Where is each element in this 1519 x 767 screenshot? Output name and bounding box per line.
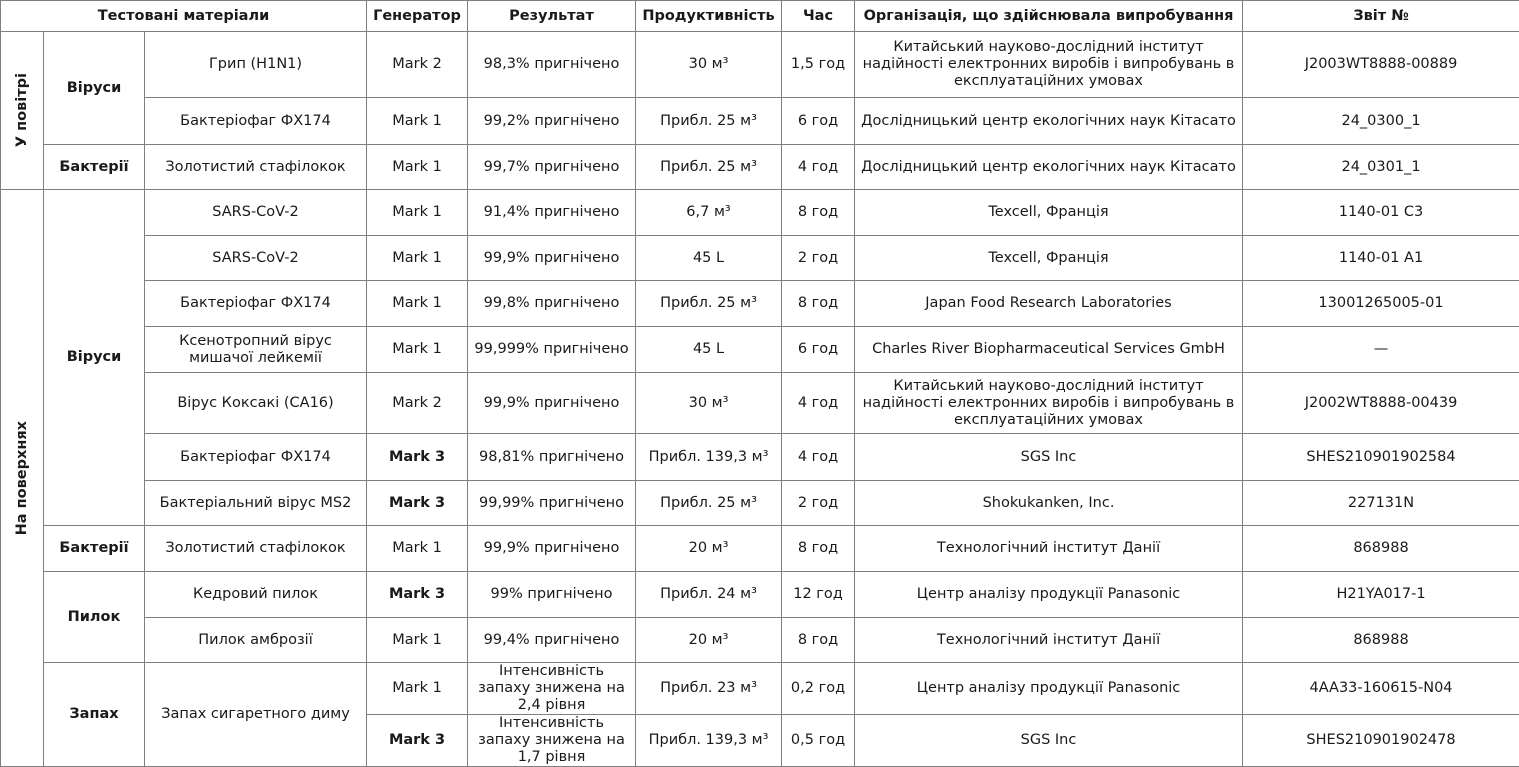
report-cell: J2002WT8888-00439 <box>1243 373 1519 434</box>
material-cell: SARS-CoV-2 <box>145 236 367 281</box>
result-cell: Інтенсивність запаху знижена на 2,4 рівня <box>468 663 636 715</box>
time-cell: 2 год <box>782 236 855 281</box>
header-row <box>1 1 1519 32</box>
time-cell: 2 год <box>782 481 855 526</box>
report-cell: — <box>1243 327 1519 373</box>
header-organization: Організація, що здійснювала випробування <box>855 1 1243 32</box>
organization-cell: Charles River Biopharmaceutical Services GmbH <box>855 327 1243 373</box>
category-air-bacteria: Бактерії <box>44 145 145 190</box>
result-cell: 99% пригнічено <box>468 572 636 618</box>
result-cell: 99,4% пригнічено <box>468 618 636 663</box>
time-cell: 6 год <box>782 98 855 145</box>
material-cell: Бактеріальний вірус MS2 <box>145 481 367 526</box>
productivity-cell: Прибл. 25 м³ <box>636 145 782 190</box>
productivity-cell: 45 L <box>636 327 782 373</box>
result-cell: 99,9% пригнічено <box>468 236 636 281</box>
material-cell: Вірус Коксакі (CA16) <box>145 373 367 434</box>
organization-cell: Дослідницький центр екологічних наук Кітасато <box>855 98 1243 145</box>
organization-cell: Китайський науково-дослідний інститут надійності електронних виробів і випробувань в експлуатаційних умовах <box>855 373 1243 434</box>
generator-cell: Mark 1 <box>367 526 468 572</box>
table-row <box>1 190 1519 236</box>
table-row <box>1 434 1519 481</box>
table-row <box>1 327 1519 373</box>
generator-cell: Mark 3 <box>367 572 468 618</box>
productivity-cell: Прибл. 139,3 м³ <box>636 715 782 767</box>
material-cell: Бактеріофаг ФХ174 <box>145 281 367 327</box>
time-cell: 12 год <box>782 572 855 618</box>
report-cell: 24_0300_1 <box>1243 98 1519 145</box>
table-row <box>1 373 1519 434</box>
header-generator: Генератор <box>367 1 468 32</box>
time-cell: 0,5 год <box>782 715 855 767</box>
report-cell: 4AA33-160615-N04 <box>1243 663 1519 715</box>
material-cell: Золотистий стафілокок <box>145 145 367 190</box>
table-row <box>1 618 1519 663</box>
category-surface-bacteria: Бактерії <box>44 526 145 572</box>
time-cell: 8 год <box>782 281 855 327</box>
report-cell: 1140-01 A1 <box>1243 236 1519 281</box>
header-time: Час <box>782 1 855 32</box>
result-cell: 99,2% пригнічено <box>468 98 636 145</box>
section-surface <box>1 190 44 767</box>
organization-cell: Texcell, Франція <box>855 190 1243 236</box>
generator-cell: Mark 3 <box>367 715 468 767</box>
report-cell: 868988 <box>1243 618 1519 663</box>
productivity-cell: Прибл. 23 м³ <box>636 663 782 715</box>
table-row <box>1 572 1519 618</box>
time-cell: 6 год <box>782 327 855 373</box>
result-cell: 91,4% пригнічено <box>468 190 636 236</box>
organization-cell: Shokukanken, Inc. <box>855 481 1243 526</box>
category-pollen: Пилок <box>44 572 145 663</box>
organization-cell: Центр аналізу продукції Panasonic <box>855 663 1243 715</box>
header-productivity: Продуктивність <box>636 1 782 32</box>
productivity-cell: Прибл. 25 м³ <box>636 281 782 327</box>
table-row <box>1 663 1519 715</box>
generator-cell: Mark 1 <box>367 327 468 373</box>
report-cell: SHES210901902584 <box>1243 434 1519 481</box>
generator-cell: Mark 1 <box>367 618 468 663</box>
result-cell: 99,7% пригнічено <box>468 145 636 190</box>
time-cell: 8 год <box>782 618 855 663</box>
organization-cell: Технологічний інститут Данії <box>855 526 1243 572</box>
productivity-cell: Прибл. 25 м³ <box>636 98 782 145</box>
generator-cell: Mark 2 <box>367 32 468 98</box>
productivity-cell: Прибл. 24 м³ <box>636 572 782 618</box>
report-cell: H21YA017-1 <box>1243 572 1519 618</box>
generator-cell: Mark 1 <box>367 190 468 236</box>
table-row <box>1 32 1519 98</box>
section-air <box>1 32 44 190</box>
table-row <box>1 145 1519 190</box>
report-cell: 227131N <box>1243 481 1519 526</box>
generator-cell: Mark 1 <box>367 663 468 715</box>
result-cell: 99,9% пригнічено <box>468 373 636 434</box>
material-cell: Пилок амброзії <box>145 618 367 663</box>
productivity-cell: 20 м³ <box>636 618 782 663</box>
table-row <box>1 98 1519 145</box>
report-cell: 13001265005-01 <box>1243 281 1519 327</box>
report-cell: J2003WT8888-00889 <box>1243 32 1519 98</box>
report-cell: 24_0301_1 <box>1243 145 1519 190</box>
result-cell: 99,99% пригнічено <box>468 481 636 526</box>
productivity-cell: 45 L <box>636 236 782 281</box>
organization-cell: Japan Food Research Laboratories <box>855 281 1243 327</box>
table-row <box>1 481 1519 526</box>
generator-cell: Mark 2 <box>367 373 468 434</box>
generator-cell: Mark 3 <box>367 481 468 526</box>
category-surface-viruses: Віруси <box>44 190 145 526</box>
organization-cell: Texcell, Франція <box>855 236 1243 281</box>
productivity-cell: 30 м³ <box>636 32 782 98</box>
time-cell: 4 год <box>782 145 855 190</box>
generator-cell: Mark 1 <box>367 98 468 145</box>
header-result: Результат <box>468 1 636 32</box>
productivity-cell: Прибл. 139,3 м³ <box>636 434 782 481</box>
generator-cell: Mark 3 <box>367 434 468 481</box>
result-cell: Інтенсивність запаху знижена на 1,7 рівня <box>468 715 636 767</box>
result-cell: 99,8% пригнічено <box>468 281 636 327</box>
section-surface-label: На поверхнях <box>14 421 31 535</box>
material-cell: SARS-CoV-2 <box>145 190 367 236</box>
report-cell: 868988 <box>1243 526 1519 572</box>
result-cell: 98,3% пригнічено <box>468 32 636 98</box>
material-cell: Грип (H1N1) <box>145 32 367 98</box>
material-cell: Золотистий стафілокок <box>145 526 367 572</box>
organization-cell: Центр аналізу продукції Panasonic <box>855 572 1243 618</box>
category-air-viruses: Віруси <box>44 32 145 145</box>
material-cell: Запах сигаретного диму <box>145 663 367 767</box>
productivity-cell: 20 м³ <box>636 526 782 572</box>
productivity-cell: 6,7 м³ <box>636 190 782 236</box>
generator-cell: Mark 1 <box>367 236 468 281</box>
category-odor: Запах <box>44 663 145 767</box>
section-air-label: У повітрі <box>14 73 31 147</box>
material-cell: Кедровий пилок <box>145 572 367 618</box>
organization-cell: Дослідницький центр екологічних наук Кітасато <box>855 145 1243 190</box>
report-cell: SHES210901902478 <box>1243 715 1519 767</box>
time-cell: 4 год <box>782 373 855 434</box>
material-cell: Бактеріофаг ФХ174 <box>145 98 367 145</box>
material-cell: Бактеріофаг ФХ174 <box>145 434 367 481</box>
result-cell: 99,9% пригнічено <box>468 526 636 572</box>
time-cell: 8 год <box>782 526 855 572</box>
table-row <box>1 236 1519 281</box>
generator-cell: Mark 1 <box>367 145 468 190</box>
productivity-cell: 30 м³ <box>636 373 782 434</box>
result-cell: 98,81% пригнічено <box>468 434 636 481</box>
productivity-cell: Прибл. 25 м³ <box>636 481 782 526</box>
report-cell: 1140-01 C3 <box>1243 190 1519 236</box>
organization-cell: Технологічний інститут Данії <box>855 618 1243 663</box>
time-cell: 4 год <box>782 434 855 481</box>
table-row <box>1 281 1519 327</box>
header-materials: Тестовані матеріали <box>1 1 367 32</box>
time-cell: 0,2 год <box>782 663 855 715</box>
time-cell: 8 год <box>782 190 855 236</box>
organization-cell: SGS Inc <box>855 434 1243 481</box>
material-cell: Ксенотропний вірус мишачої лейкемії <box>145 327 367 373</box>
header-report: Звіт № <box>1243 1 1519 32</box>
result-cell: 99,999% пригнічено <box>468 327 636 373</box>
time-cell: 1,5 год <box>782 32 855 98</box>
organization-cell: Китайський науково-дослідний інститут надійності електронних виробів і випробувань в експлуатаційних умовах <box>855 32 1243 98</box>
table-row <box>1 526 1519 572</box>
organization-cell: SGS Inc <box>855 715 1243 767</box>
generator-cell: Mark 1 <box>367 281 468 327</box>
